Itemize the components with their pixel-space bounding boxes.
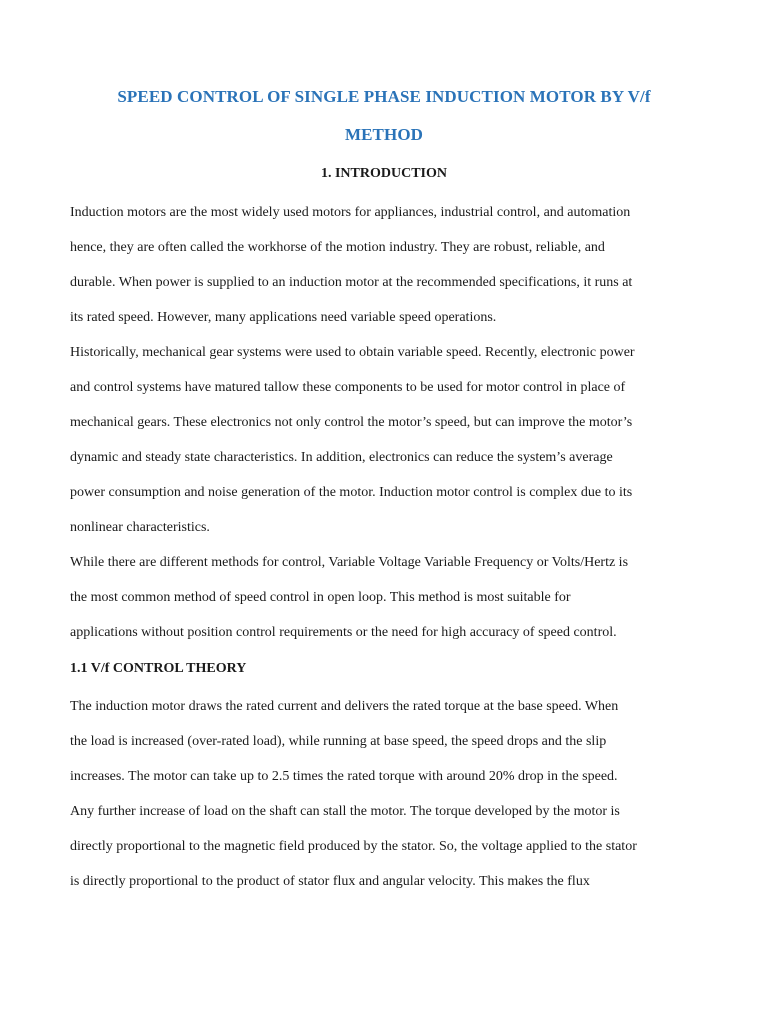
paragraph-line: the load is increased (over-rated load), while running at base speed, the speed drops and the slip <box>70 734 607 749</box>
paragraph-line: dynamic and steady state characteristics. In addition, electronics can reduce the system’s average <box>70 450 613 465</box>
paragraph-line: directly proportional to the magnetic field produced by the stator. So, the voltage applied to the stator <box>70 839 637 854</box>
paragraph-line: is directly proportional to the product of stator flux and angular velocity. This makes the flux <box>70 874 590 889</box>
section-heading-vf-control-theory: 1.1 V/f CONTROL THEORY <box>70 661 247 676</box>
paragraph-line: nonlinear characteristics. <box>70 520 210 535</box>
paragraph-line: increases. The motor can take up to 2.5 times the rated torque with around 20% drop in the speed. <box>70 769 618 784</box>
document-title-line-1: SPEED CONTROL OF SINGLE PHASE INDUCTION MOTOR BY V/f <box>117 87 651 106</box>
section-heading-introduction: 1. INTRODUCTION <box>320 166 447 181</box>
paragraph-line: mechanical gears. These electronics not only control the motor’s speed, but can improve the motor’s <box>70 415 633 430</box>
paragraph-line: applications without position control requirements or the need for high accuracy of speed control. <box>70 625 617 640</box>
paragraph-line: its rated speed. However, many applications need variable speed operations. <box>70 310 497 325</box>
paragraph-line: Induction motors are the most widely used motors for appliances, industrial control, and automation <box>70 205 631 220</box>
paragraph-line: the most common method of speed control in open loop. This method is most suitable for <box>70 590 571 605</box>
paragraph-line: Any further increase of load on the shaft can stall the motor. The torque developed by the motor is <box>70 804 620 819</box>
paragraph-line: The induction motor draws the rated current and delivers the rated torque at the base speed. When <box>70 699 619 714</box>
paragraph-line: and control systems have matured tallow these components to be used for motor control in place of <box>70 380 626 395</box>
paragraph-line: hence, they are often called the workhorse of the motion industry. They are robust, reliable, and <box>70 240 605 255</box>
paragraph-line: Historically, mechanical gear systems were used to obtain variable speed. Recently, electronic power <box>70 345 635 360</box>
document-title-line-2: METHOD <box>344 125 424 144</box>
paragraph-line: durable. When power is supplied to an induction motor at the recommended specifications, it runs at <box>70 275 633 290</box>
paragraph-line: power consumption and noise generation of the motor. Induction motor control is complex due to its <box>70 485 633 500</box>
paragraph-line: While there are different methods for control, Variable Voltage Variable Frequency or Volts/Hertz is <box>70 555 629 570</box>
